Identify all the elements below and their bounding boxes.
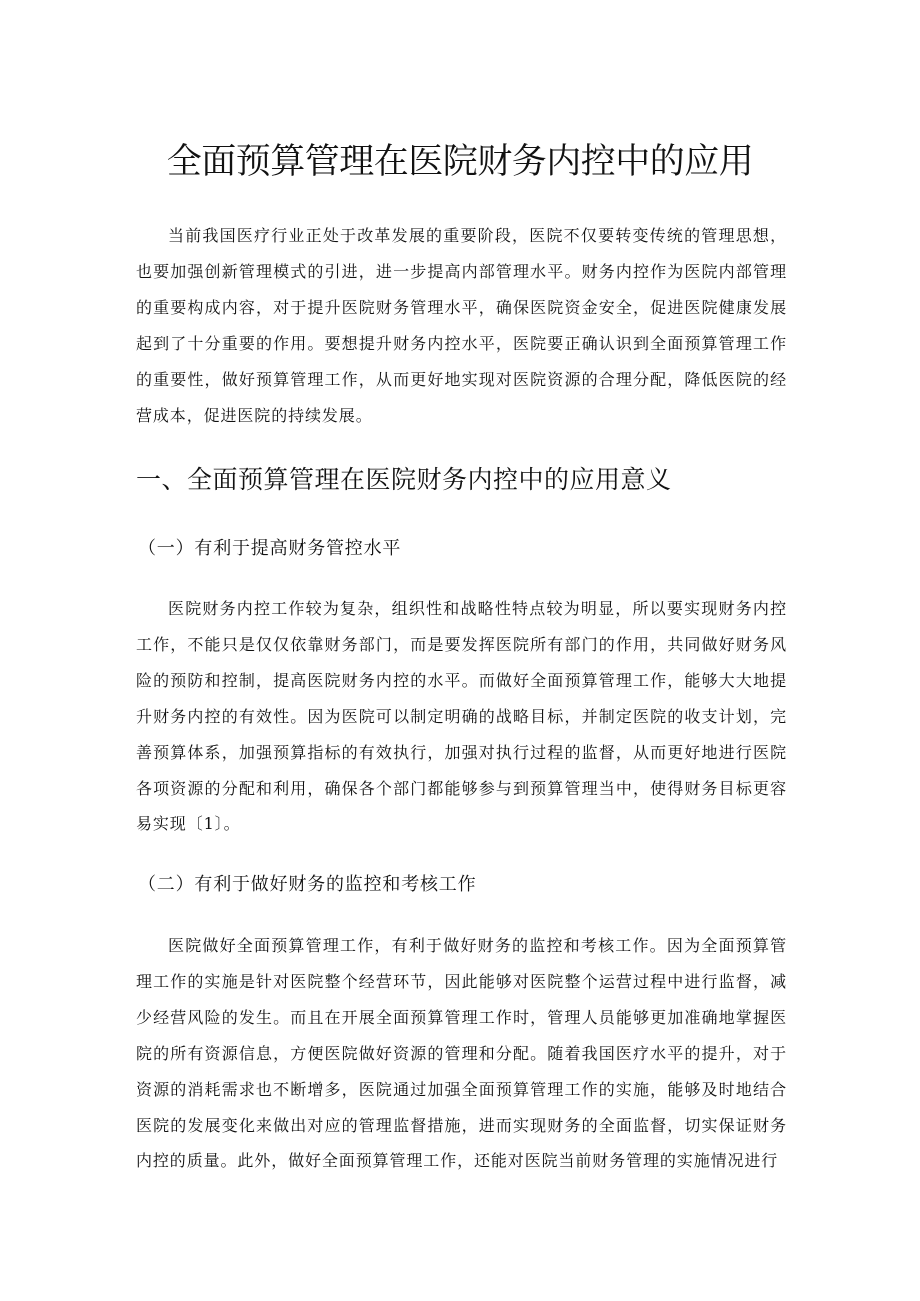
section-heading-1: 一、全面预算管理在医院财务内控中的应用意义 [136,465,672,494]
subsection-heading-2: （二）有利于做好财务的监控和考核工作 [138,874,477,895]
document-title: 全面预算管理在医院财务内控中的应用 [166,142,754,182]
subsection-2-paragraph: 医院做好全面预算管理工作，有利于做好财务的监控和考核工作。因为全面预算管理工作的实施是针对医院整个经营环节，因此能够对医院整个运营过程中进行监督，减少经营风险的发生。而且在开展全面预算管理工作时，管理人员能够更加准确地掌握医院的所有资源信息，方便医院做好资源的管理和分配。随着我国医疗水平的提升，对于资源的消耗需求也不断增多，医院通过加强全面预算管理工作的实施，能够及时地结合医院的发展变化来做出对应的管理监督措施，进而实现财务的全面监督，切实保证财务内控的质量。此外，做好全面预算管理工作，还能对医院当前财务管理的实施情况进行 [136,936,787,1171]
intro-paragraph: 当前我国医疗行业正处于改革发展的重要阶段，医院不仅要转变传统的管理思想，也要加强创新管理模式的引进，进一步提高内部管理水平。财务内控作为医院内部管理的重要构成内容，对于提升医院财务管理水平，确保医院资金安全，促进医院健康发展起到了十分重要的作用。要想提升财务内控水平，医院要正确认识到全面预算管理工作的重要性，做好预算管理工作，从而更好地实现对医院资源的合理分配，降低医院的经营成本，促进医院的持续发展。 [136,226,787,425]
subsection-heading-1: （一）有利于提高财务管控水平 [138,538,402,559]
subsection-1-paragraph: 医院财务内控工作较为复杂，组织性和战略性特点较为明显，所以要实现财务内控工作，不能只是仅仅依靠财务部门，而是要发挥医院所有部门的作用，共同做好财务风险的预防和控制，提高医院财务内控的水平。而做好全面预算管理工作，能够大大地提升财务内控的有效性。因为医院可以制定明确的战略目标，并制定医院的收支计划，完善预算体系，加强预算指标的有效执行，加强对执行过程的监督，从而更好地进行医院各项资源的分配和利用，确保各个部门都能够参与到预算管理当中，使得财务目标更容易实现〔1〕。 [136,599,787,834]
